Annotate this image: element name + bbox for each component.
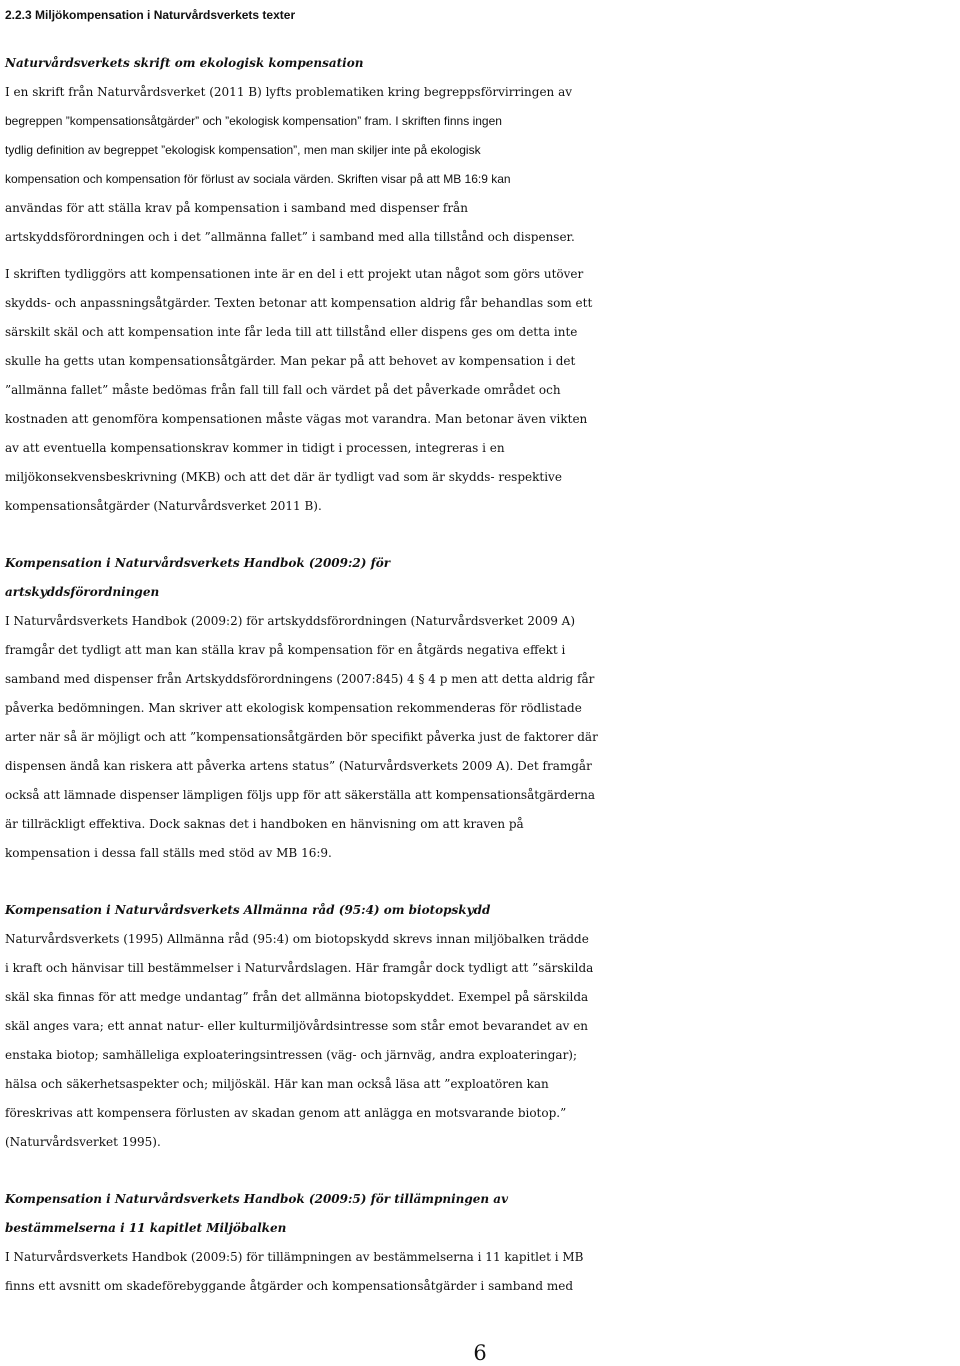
subsection-heading: bestämmelserna i 11 kapitlet Miljöbalken	[5, 1221, 287, 1235]
text-line: skäl anges vara; ett annat natur- eller kulturmiljövårdsintresse som står emot bevarandet av en	[5, 1019, 589, 1033]
text-line: I skriften tydliggörs att kompensationen inte är en del i ett projekt utan något som görs utöver	[5, 267, 584, 281]
text-line: är tillräckligt effektiva. Dock saknas det i handboken en hänvisning om att kraven på	[5, 817, 524, 831]
text-line: miljökonsekvensbeskrivning (MKB) och att det där är tydligt vad som är skydds- respektive	[5, 470, 562, 484]
paragraph	[5, 925, 960, 1157]
text-line: skulle ha getts utan kompensationsåtgärder. Man pekar på att behovet av kompensation i det	[5, 354, 576, 368]
text-line: påverka bedömningen. Man skriver att ekologisk kompensation rekommenderas för rödlistade	[5, 701, 582, 715]
text-line: i kraft och hänvisar till bestämmelser i Naturvårdslagen. Här framgår dock tydligt att ”särskilda	[5, 961, 594, 975]
text-line: samband med dispenser från Artskyddsförordningens (2007:845) 4 § 4 p men att detta aldrig får	[5, 672, 595, 686]
text-line: också att lämnade dispenser lämpligen följs upp för att säkerställa att kompensationsåtgärderna	[5, 788, 596, 802]
text-line: kostnaden att genomföra kompensationen måste vägas mot varandra. Man betonar även vikten	[5, 412, 588, 426]
text-line: (Naturvårdsverket 1995).	[5, 1135, 161, 1149]
text-line: skydds- och anpassningsåtgärder. Texten betonar att kompensation aldrig får behandlas som ett	[5, 296, 593, 310]
subsection-handbok-2009-5	[5, 1185, 960, 1301]
text-line: enstaka biotop; samhälleliga exploateringsintressen (väg- och järnväg, andra exploateringar);	[5, 1048, 578, 1062]
text-line: kompensation i dessa fall ställs med stöd av MB 16:9.	[5, 846, 332, 860]
subsection-heading: artskyddsförordningen	[5, 585, 160, 599]
paragraph	[5, 260, 960, 521]
text-line: Naturvårdsverkets (1995) Allmänna råd (95:4) om biotopskydd skrevs innan miljöbalken trädde	[5, 932, 589, 946]
text-line: ”allmänna fallet” måste bedömas från fall till fall och värdet på det påverkade området och	[5, 383, 561, 397]
text-line: framgår det tydligt att man kan ställa krav på kompensation för en åtgärds negativa effekt i	[5, 643, 566, 657]
text-line: kompensation och kompensation för förlust av sociala värden. Skriften visar på att MB 16:9 kan	[5, 172, 511, 186]
subsection-heading: Kompensation i Naturvårdsverkets Handbok (2009:5) för tillämpningen av	[5, 1192, 509, 1206]
text-line: av att eventuella kompensationskrav kommer in tidigt i processen, integreras i en	[5, 441, 505, 455]
page-number: 6	[473, 1341, 487, 1365]
section-heading: 2.2.3 Miljökompensation i Naturvårdsverkets texter	[5, 8, 296, 22]
subsection-heading: Naturvårdsverkets skrift om ekologisk kompensation	[5, 56, 364, 70]
text-line: I Naturvårdsverkets Handbok (2009:2) för artskyddsförordningen (Naturvårdsverket 2009 A)	[5, 614, 575, 628]
text-line: artskyddsförordningen och i det ”allmänna fallet” i samband med alla tillstånd och dispenser.	[5, 230, 575, 244]
text-line: arter när så är möjligt och att ”kompensationsåtgärden bör specifikt påverka just de faktorer där	[5, 730, 598, 744]
subsection-heading: Kompensation i Naturvårdsverkets Allmänna råd (95:4) om biotopskydd	[5, 903, 491, 917]
text-line: I en skrift från Naturvårdsverket (2011 B) lyfts problematiken kring begreppsförvirringen av	[5, 85, 573, 99]
paragraph	[5, 78, 960, 252]
text-line: begreppen ”kompensationsåtgärder” och ”ekologisk kompensation” fram. I skriften finns ingen	[5, 114, 502, 128]
subsection-skrift	[5, 49, 960, 521]
text-line: kompensationsåtgärder (Naturvårdsverket 2011 B).	[5, 499, 322, 513]
text-line: hälsa och säkerhetsaspekter och; miljöskäl. Här kan man också läsa att ”exploatören kan	[5, 1077, 549, 1091]
paragraph	[5, 1243, 960, 1301]
text-line: användas för att ställa krav på kompensation i samband med dispenser från	[5, 201, 468, 215]
subsection-heading: Kompensation i Naturvårdsverkets Handbok (2009:2) för	[5, 556, 391, 570]
text-line: finns ett avsnitt om skadeförebyggande åtgärder och kompensationsåtgärder i samband med	[5, 1279, 573, 1293]
paragraph	[5, 607, 960, 868]
subsection-handbok-2009-2	[5, 549, 960, 868]
text-line: tydlig definition av begreppet ”ekologisk kompensation”, men man skiljer inte på ekologisk	[5, 143, 481, 157]
text-line: I Naturvårdsverkets Handbok (2009:5) för tillämpningen av bestämmelserna i 11 kapitlet i MB	[5, 1250, 584, 1264]
text-line: särskilt skäl och att kompensation inte får leda till att tillstånd eller dispens ges om detta inte	[5, 325, 578, 339]
subsection-allmanna-rad	[5, 896, 960, 1157]
text-line: dispensen ändå kan riskera att påverka artens status” (Naturvårdsverkets 2009 A). Det framgår	[5, 759, 592, 773]
text-line: skäl ska finnas för att medge undantag” från det allmänna biotopskyddet. Exempel på särskilda	[5, 990, 589, 1004]
text-line: föreskrivas att kompensera förlusten av skadan genom att anlägga en motsvarande biotop.”	[5, 1106, 567, 1120]
